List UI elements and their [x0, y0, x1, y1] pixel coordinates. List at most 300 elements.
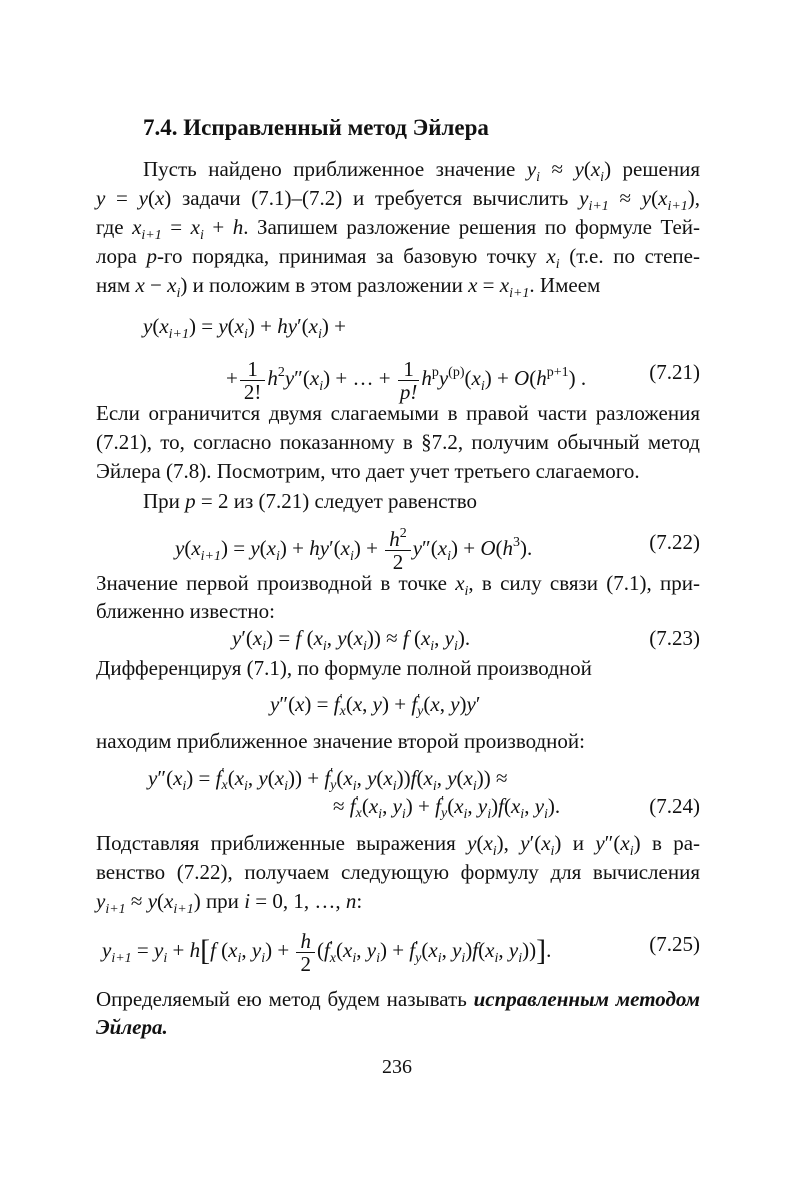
line-content: [96, 459, 640, 483]
text-run: (: [147, 186, 155, 210]
subscript: i: [600, 170, 605, 185]
text-run: -го порядка, принимая за базовую точку: [156, 244, 547, 268]
text-run: ) задачи (7.1)–(7.2) и требуется вычислить: [164, 186, 580, 210]
text-run: ′: [475, 692, 481, 716]
math-variable: x: [132, 215, 142, 239]
math-variable: x: [308, 314, 318, 338]
math-variable: f: [215, 766, 222, 790]
math-variable: y: [450, 692, 460, 716]
superscript: p: [431, 365, 439, 381]
math-variable: y: [218, 314, 228, 338]
text-run: (: [478, 938, 486, 963]
text-run: ,: [441, 938, 453, 963]
subscript: y: [415, 950, 422, 966]
numerator: [398, 358, 420, 381]
math-variable: y: [595, 831, 605, 855]
subscript: i: [401, 807, 406, 822]
subscript: y: [440, 806, 448, 822]
text-line: [96, 184, 700, 212]
text-run: ) +: [265, 938, 295, 963]
math-variable: x: [266, 536, 276, 561]
math-variable: O: [480, 536, 496, 561]
text-run: ) + … +: [323, 366, 396, 391]
text-run: )) ≈: [366, 626, 403, 650]
text-line: [96, 829, 700, 857]
math-variable: f: [333, 692, 340, 716]
text-run: ) решения: [604, 157, 700, 181]
text-run: ′(: [241, 626, 253, 650]
text-run: (: [227, 766, 235, 790]
math-variable: y: [96, 889, 106, 913]
subscript: i: [487, 807, 492, 822]
math-variable: f: [295, 626, 302, 650]
math-variable: p!: [399, 380, 418, 404]
math-variable: y: [284, 366, 295, 391]
math-variable: x: [313, 626, 323, 650]
text-run: ) +: [353, 536, 384, 561]
text-run: ),: [496, 831, 521, 855]
bracket: [: [200, 934, 211, 968]
page-number: 236: [382, 1056, 412, 1078]
math-variable: x: [510, 794, 521, 818]
math-variable: f: [435, 794, 441, 818]
subscript: i: [352, 779, 357, 794]
math-variable: f: [323, 938, 330, 963]
math-variable: hy: [277, 314, 298, 338]
prime: ′: [330, 766, 334, 782]
text-run: ≈: [125, 889, 148, 913]
text-run: ) =: [186, 766, 216, 790]
text-line: [96, 654, 700, 682]
math-variable: y: [526, 157, 537, 181]
math-variable: y: [367, 766, 377, 790]
subscript: x: [355, 806, 362, 822]
math-variable: x: [423, 766, 433, 790]
text-run: ″(: [604, 831, 621, 855]
equation-number: (7.23): [649, 626, 700, 650]
numerator: [296, 930, 315, 953]
math-variable: x: [352, 692, 363, 716]
subscript: i: [480, 379, 485, 395]
text-run: , в силу связи (7.1), при-: [468, 571, 701, 595]
prime: ′: [440, 794, 445, 810]
text-run: венство (7.22), получаем следующую формулу для вычисления: [96, 860, 700, 884]
emphasized-term: .: [162, 1015, 168, 1039]
formula: [102, 929, 552, 976]
text-run: При: [143, 489, 186, 513]
subscript: i: [629, 844, 634, 859]
text-run: (: [301, 626, 314, 650]
text-run: (: [416, 766, 424, 790]
math-variable: f: [410, 766, 417, 790]
line-content: [143, 489, 477, 513]
math-variable: y: [574, 157, 584, 181]
subscript: i: [536, 170, 541, 185]
math-variable: y: [251, 938, 262, 963]
text-run: (: [361, 794, 369, 818]
text-run: ).: [520, 536, 533, 561]
math-variable: x: [234, 314, 244, 338]
math-variable: y: [102, 938, 112, 963]
text-run: ) +: [247, 314, 278, 338]
math-variable: y: [258, 766, 268, 790]
equation-number: (7.24): [649, 794, 700, 818]
text-run: лора: [96, 244, 147, 268]
math-variable: y: [392, 794, 402, 818]
text-run: (: [215, 938, 229, 963]
math-variable: x: [546, 244, 556, 268]
numerator: [385, 528, 411, 551]
text-line: [96, 1013, 700, 1041]
math-variable: x: [468, 273, 478, 297]
subscript: i+1: [173, 902, 194, 917]
subscript: i+1: [105, 902, 126, 917]
math-variable: y: [467, 831, 477, 855]
text-run: ) +: [405, 794, 436, 818]
subscript: i: [555, 257, 560, 272]
math-variable: x: [430, 692, 440, 716]
text-run: ): [465, 938, 473, 963]
text-run: ,: [356, 766, 368, 790]
text-run: Дифференцируя (7.1), по формуле полной производной: [96, 656, 592, 680]
subscript: i: [284, 779, 288, 794]
text-run: ,: [356, 938, 367, 963]
text-run: (: [336, 766, 344, 790]
text-run: (: [259, 536, 267, 561]
text-run: ′(: [329, 536, 341, 561]
math-variable: y: [232, 626, 242, 650]
superscript: 2: [399, 526, 407, 541]
text-run: . Имеем: [529, 273, 601, 297]
text-run: . Запишем разложение решения по формуле Тей-: [243, 215, 701, 239]
text-run: (т.е. по степе-: [559, 244, 700, 268]
formula: [232, 626, 471, 654]
math-variable: x: [159, 314, 169, 338]
text-run: (: [529, 366, 537, 391]
subscript: i+1: [168, 327, 189, 342]
subscript: i: [199, 228, 204, 243]
text-run: 2: [392, 550, 404, 574]
text-run: −: [144, 273, 168, 297]
text-run: .: [546, 938, 552, 963]
line-content: [96, 889, 363, 917]
text-run: ,: [434, 626, 445, 650]
equation-line: [96, 624, 700, 652]
equation-number: (7.25): [649, 932, 700, 956]
math-variable: f: [409, 938, 416, 963]
math-variable: h: [300, 929, 311, 953]
text-run: ) =: [189, 314, 219, 338]
superscript: (p): [448, 365, 465, 381]
math-variable: x: [368, 794, 379, 818]
line-content: [96, 599, 275, 623]
line-content: [96, 831, 701, 859]
math-variable: x: [483, 831, 493, 855]
text-run: ,: [498, 938, 509, 963]
text-run: ″(: [422, 536, 438, 561]
math-variable: y: [147, 889, 158, 913]
text-run: (: [346, 626, 354, 650]
math-variable: x: [340, 536, 350, 561]
equation-number: (7.22): [649, 530, 700, 554]
text-run: =: [161, 215, 191, 239]
text-run: ′(: [529, 831, 542, 855]
emphasized-term: исправленным методом: [473, 987, 700, 1011]
subscript: i+1: [509, 286, 530, 301]
math-variable: i: [244, 889, 251, 913]
subscript: i: [163, 951, 168, 967]
text-run: (: [456, 766, 464, 790]
math-variable: y: [466, 692, 476, 716]
math-variable: x: [343, 938, 353, 963]
line-content: [96, 215, 701, 243]
subscript: i: [461, 951, 466, 967]
text-line: [96, 155, 700, 183]
math-variable: y: [534, 794, 545, 818]
math-variable: x: [420, 626, 431, 650]
text-run: ′(: [297, 314, 309, 338]
math-variable: x: [658, 186, 668, 210]
text-run: =: [131, 938, 155, 963]
line-content: [96, 430, 700, 454]
math-variable: x: [309, 366, 320, 391]
text-run: ,: [326, 626, 338, 650]
line-content: [96, 401, 700, 425]
text-run: (: [651, 186, 659, 210]
formula: [148, 766, 508, 794]
text-line: [96, 428, 700, 456]
math-variable: O: [514, 366, 530, 391]
subscript: i: [550, 844, 555, 859]
math-variable: x: [234, 766, 245, 790]
math-variable: y: [447, 766, 457, 790]
formula: [333, 794, 561, 822]
text-run: Значение первой производной в точке: [96, 571, 456, 595]
text-run: ) в ра-: [633, 831, 701, 855]
text-run: (: [376, 766, 384, 790]
math-variable: y: [508, 938, 519, 963]
text-run: (: [152, 314, 160, 338]
math-variable: x: [454, 794, 464, 818]
math-variable: y: [452, 938, 462, 963]
text-run: ).: [547, 794, 561, 818]
math-variable: y: [520, 831, 530, 855]
text-run: ) .: [568, 366, 587, 391]
math-variable: x: [190, 215, 200, 239]
text-run: ) +: [279, 536, 310, 561]
equation-line: [96, 929, 700, 976]
prime: ′: [329, 938, 333, 954]
text-run: где: [96, 215, 133, 239]
math-variable: y: [438, 366, 449, 391]
text-run: Подставляя приближенные выражения: [96, 831, 468, 855]
math-variable: x: [167, 273, 177, 297]
fraction: [398, 358, 420, 403]
text-run: 2!: [243, 380, 262, 404]
subscript: i: [349, 549, 354, 565]
math-variable: x: [590, 157, 601, 181]
subscript: i: [463, 807, 468, 822]
text-run: Если ограничится двумя слагаемыми в правой части разложения: [96, 401, 700, 425]
math-variable: y: [138, 186, 148, 210]
math-variable: x: [485, 938, 495, 963]
subscript: i: [432, 779, 437, 794]
text-line: [96, 242, 700, 270]
text-run: ням: [96, 273, 136, 297]
text-run: ) при: [193, 889, 245, 913]
math-variable: h: [389, 527, 400, 551]
emphasized-term: Эйлера: [96, 1015, 163, 1039]
math-variable: x: [455, 571, 465, 595]
text-run: Определяемый ею метод будем называть: [96, 987, 474, 1011]
text-run: :: [356, 889, 363, 913]
text-run: ,: [247, 766, 259, 790]
text-run: (7.21), то, согласно показанному в §7.2, получим обычный метод: [96, 430, 700, 454]
text-run: ,: [524, 794, 535, 818]
line-content: [96, 571, 701, 599]
subscript: i: [430, 639, 435, 654]
text-run: ).: [457, 626, 471, 650]
subscript: i: [454, 639, 458, 654]
fraction: [385, 528, 411, 573]
text-run: (: [421, 938, 429, 963]
line-content: [96, 186, 701, 214]
fraction: [240, 358, 266, 403]
subscript: y: [330, 778, 337, 794]
text-run: ) и: [554, 831, 596, 855]
subscript: i: [376, 951, 380, 967]
math-variable: y: [143, 314, 153, 338]
math-variable: p: [185, 489, 196, 513]
text-run: ,: [436, 766, 448, 790]
math-variable: h: [536, 366, 547, 391]
text-line: [96, 487, 700, 515]
text-line: [96, 985, 700, 1013]
subscript: x: [329, 950, 337, 966]
text-run: )) +: [287, 766, 325, 790]
line-content: [96, 244, 700, 272]
math-variable: y: [154, 938, 164, 963]
text-run: +: [226, 366, 238, 391]
text-line: [96, 271, 700, 299]
text-run: ,: [439, 692, 451, 716]
text-run: (: [157, 889, 165, 913]
math-variable: x: [343, 766, 353, 790]
text-run: ,: [467, 794, 478, 818]
math-variable: y: [337, 626, 347, 650]
subscript: i: [276, 549, 280, 565]
equation-number: (7.21): [649, 360, 700, 384]
text-run: ближенно известно:: [96, 599, 275, 623]
math-variable: f: [324, 766, 331, 790]
text-run: (: [345, 692, 353, 716]
subscript: i: [176, 286, 181, 301]
section-title: 7.4. Исправленный метод Эйлера: [143, 115, 489, 140]
subscript: x: [221, 778, 228, 794]
text-run: 1: [247, 357, 258, 381]
math-variable: y: [250, 536, 260, 561]
subscript: i: [472, 779, 477, 794]
text-run: ,: [362, 692, 373, 716]
formula: [226, 357, 587, 404]
text-run: (: [267, 766, 275, 790]
math-variable: y: [270, 692, 280, 716]
math-group: [387, 528, 409, 550]
text-run: Пусть найдено приближенное значение: [143, 157, 527, 181]
text-run: +: [203, 215, 233, 239]
line-content: [96, 987, 700, 1011]
text-line: [96, 597, 700, 625]
text-run: (: [583, 157, 591, 181]
math-variable: x: [471, 366, 481, 391]
text-run: ″(: [294, 366, 310, 391]
line-content: [96, 729, 585, 753]
text-run: (: [503, 794, 511, 818]
text-line: [96, 213, 700, 241]
subscript: i+1: [588, 199, 609, 214]
subscript: i: [544, 807, 548, 822]
text-run: (: [184, 536, 192, 561]
equation-line: [96, 312, 700, 340]
formula: [143, 314, 346, 342]
math-variable: f: [349, 794, 356, 818]
text-run: ,: [382, 794, 393, 818]
line-content: [143, 157, 700, 185]
subscript: i: [492, 844, 497, 859]
math-variable: h: [267, 366, 278, 391]
math-variable: f: [210, 938, 216, 963]
equation-line: [96, 764, 700, 792]
text-run: ) +: [381, 692, 412, 716]
text-run: ) и положим в этом разложении: [180, 273, 469, 297]
formula: [175, 526, 533, 574]
math-variable: x: [428, 938, 438, 963]
math-variable: y: [372, 692, 382, 716]
prime: ′: [355, 794, 359, 810]
subscript: i: [362, 639, 367, 654]
text-run: = 0, 1, …,: [250, 889, 346, 913]
math-variable: y: [477, 794, 488, 818]
subscript: i: [261, 951, 266, 967]
line-content: [96, 656, 592, 680]
text-run: находим приближенное значение второй производной:: [96, 729, 585, 753]
text-run: ),: [687, 186, 701, 210]
text-run: ): [491, 794, 499, 818]
subscript: i: [520, 807, 525, 822]
subscript: i: [447, 549, 452, 565]
text-run: (: [408, 626, 421, 650]
math-variable: x: [383, 766, 393, 790]
denominator: [296, 953, 315, 975]
text-line: [96, 727, 700, 755]
text-run: (: [447, 794, 455, 818]
text-run: ,: [241, 938, 252, 963]
formula: [270, 692, 481, 720]
text-run: ) +: [379, 938, 410, 963]
text-run: (: [316, 938, 324, 963]
text-run: (: [423, 692, 431, 716]
math-variable: n: [345, 889, 357, 913]
math-variable: y: [641, 186, 652, 210]
math-variable: x: [437, 536, 448, 561]
text-run: (: [336, 938, 344, 963]
subscript: i: [494, 951, 499, 967]
text-run: 2: [300, 952, 311, 976]
math-variable: y: [579, 186, 589, 210]
math-variable: hy: [309, 536, 330, 561]
text-run: (: [464, 366, 472, 391]
math-variable: x: [541, 831, 551, 855]
